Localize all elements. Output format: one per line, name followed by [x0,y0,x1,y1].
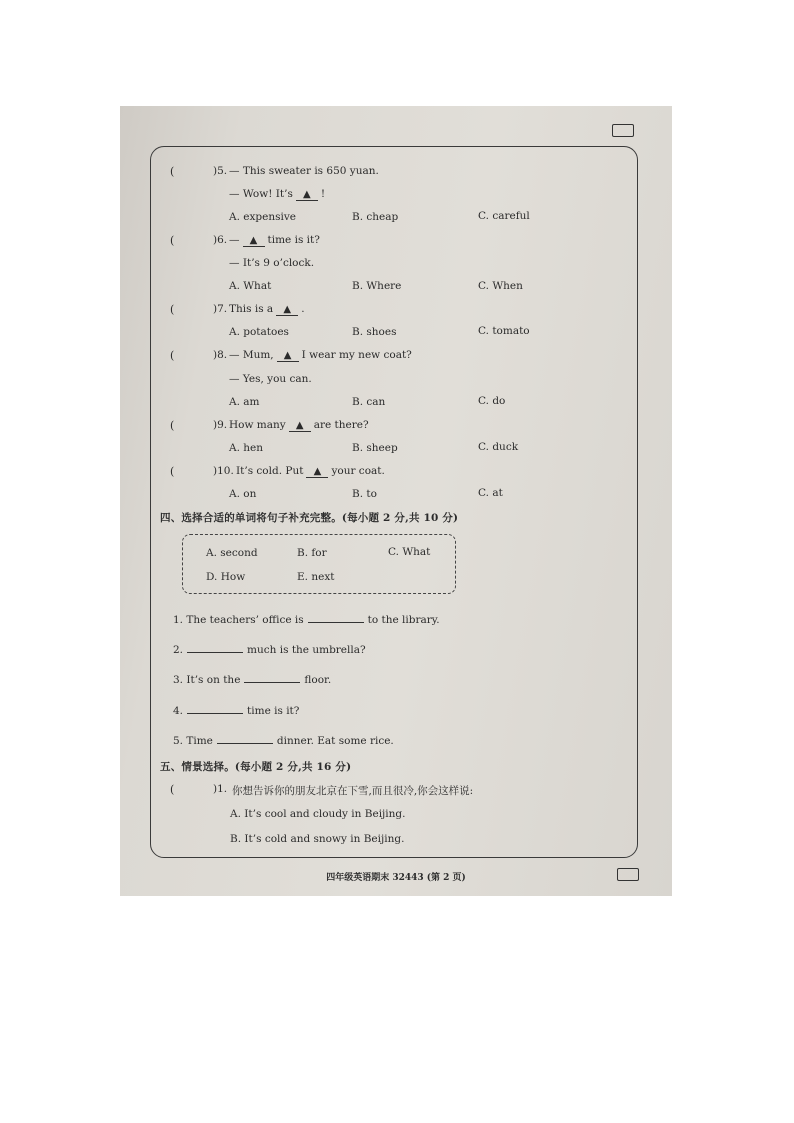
fill-blank-4[interactable] [187,704,243,714]
q5-line2-text: — Wow! It’s [229,188,293,200]
fill-blank-5[interactable] [217,734,273,744]
q8-option-b: B. can [352,396,386,408]
answer-paren-q8[interactable]: ( [170,349,175,362]
fill-item-4-start: 4. [173,705,184,717]
fill-item-5 [173,734,394,747]
fill-item-4-end: time is it? [247,705,300,717]
q9-line1 [229,419,369,432]
fill-item-3 [173,673,331,686]
word-bank-e: E. next [297,571,335,583]
q6-line1 [229,234,320,247]
q7-line1-start: This is a [229,303,274,315]
fill-blank-1[interactable] [308,613,364,623]
word-bank-box [182,534,456,594]
q9-blank: ▲ [289,420,311,432]
s5-q1-number: )1. [213,783,228,795]
q9-option-a: A. hen [229,442,263,454]
word-bank-d: D. How [206,571,246,583]
fill-item-2 [173,643,366,656]
q10-blank: ▲ [306,466,328,478]
q5-option-c: C. careful [478,210,530,222]
q8-line1-end: I wear my new coat? [301,349,412,361]
q7-option-a: A. potatoes [229,326,289,338]
section-5-title: 五、情景选择。(每小题 2 分,共 16 分) [160,761,352,773]
answer-paren-q6[interactable]: ( [170,234,175,247]
q8-option-c: C. do [478,395,506,407]
q9-number: )9. [213,419,228,431]
q10-option-c: C. at [478,487,503,499]
q5-line1: — This sweater is 650 yuan. [229,165,379,177]
page-footer: 四年级英语期末 32443 (第 2 页) [326,873,466,883]
q10-line1-start: It’s cold. Put [236,465,304,477]
q9-option-c: C. duck [478,441,519,453]
fill-item-5-end: dinner. Eat some rice. [276,735,394,747]
q5-number: )5. [213,165,228,177]
q8-option-a: A. am [229,396,260,408]
q8-line1-start: — Mum, [229,349,274,361]
q5-line2-end: ! [320,188,326,200]
q6-blank: ▲ [243,235,265,247]
q8-blank: ▲ [277,350,299,362]
answer-paren-q9[interactable]: ( [170,419,175,432]
q10-option-b: B. to [352,488,377,500]
q6-number: )6. [213,234,228,246]
q6-line1-start: — [229,234,240,246]
q6-line1-end: time is it? [267,234,320,246]
q7-blank: ▲ [276,304,298,316]
q5-option-a: A. expensive [229,211,296,223]
corner-box-top [612,124,634,137]
q10-line1-end: your coat. [331,465,385,477]
fill-blank-3[interactable] [244,673,300,683]
section-4-title: 四、选择合适的单词将句子补充完整。(每小题 2 分,共 10 分) [160,512,459,524]
answer-paren-q7[interactable]: ( [170,303,175,316]
q9-option-b: B. sheep [352,442,398,454]
q7-line1-end: . [301,303,305,315]
word-bank-a: A. second [206,547,258,559]
word-bank-c: C. What [388,546,431,558]
q8-line2: — Yes, you can. [229,373,312,385]
s5-q1-option-a: A. It’s cool and cloudy in Beijing. [230,808,406,820]
fill-item-2-end: much is the umbrella? [247,644,366,656]
q8-line1 [229,349,412,362]
fill-item-2-start: 2. [173,644,184,656]
q9-line1-end: are there? [313,419,369,431]
q7-option-b: B. shoes [352,326,397,338]
q10-number: )10. [213,465,234,477]
fill-blank-2[interactable] [187,643,243,653]
q9-line1-start: How many [229,419,286,431]
q10-line1 [236,465,385,478]
fill-item-3-start: 3. It’s on the [173,674,241,686]
q6-option-c: C. When [478,280,523,292]
fill-item-1 [173,613,440,626]
fill-item-3-end: floor. [304,674,332,686]
answer-paren-q10[interactable]: ( [170,465,175,478]
answer-paren-s5-q1[interactable]: ( [170,783,175,796]
q5-blank: ▲ [296,189,318,201]
q5-line2 [229,188,325,201]
word-bank-b: B. for [297,547,327,559]
s5-q1-option-b: B. It’s cold and snowy in Beijing. [230,833,405,845]
fill-item-1-end: to the library. [367,614,440,626]
q10-option-a: A. on [229,488,257,500]
exam-page [120,106,672,896]
q6-option-a: A. What [229,280,272,292]
fill-item-1-start: 1. The teachers’ office is [173,614,304,626]
q6-option-b: B. Where [352,280,402,292]
q8-number: )8. [213,349,228,361]
q7-line1 [229,303,305,316]
question-frame [150,146,638,858]
q7-number: )7. [213,303,228,315]
q5-option-b: B. cheap [352,211,399,223]
fill-item-4 [173,704,299,717]
q6-line2: — It’s 9 o’clock. [229,257,315,269]
q7-option-c: C. tomato [478,325,530,337]
answer-paren-q5[interactable]: ( [170,165,175,178]
s5-q1-prompt: 你想告诉你的朋友北京在下雪,而且很冷,你会这样说: [232,785,474,797]
fill-item-5-start: 5. Time [173,735,213,747]
